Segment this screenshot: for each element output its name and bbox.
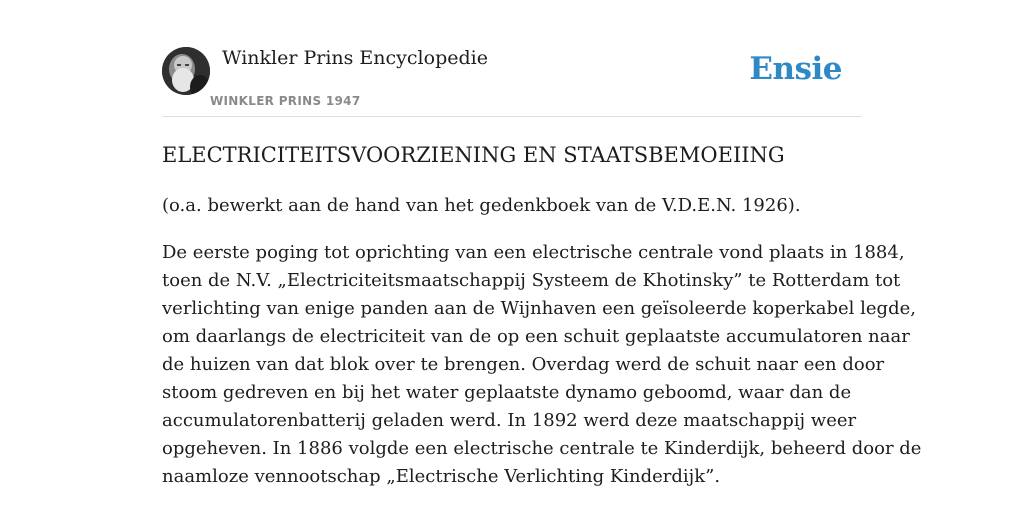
body-line: de huizen van dat blok over te brengen. Overdag werd de schuit naar een door	[162, 354, 885, 375]
body-line: om daarlangs de electriciteit van de op een schuit geplaatste accumulatoren naar	[162, 326, 910, 347]
body-line: De eerste poging tot oprichting van een electrische centrale vond plaats in 1884,	[162, 242, 905, 263]
body-line: naamloze vennootschap „Electrische Verlichting Kinderdijk”.	[162, 466, 721, 487]
body-line: stoom gedreven en bij het water geplaatste dynamo geboomd, waar dan de	[162, 382, 852, 403]
avatar[interactable]	[162, 47, 210, 95]
body-line: opgeheven. In 1886 volgde een electrische centrale te Kinderdijk, beheerd door de	[162, 438, 922, 459]
body-line: accumulatorenbatterij geladen werd. In 1892 werd deze maatschappij weer	[162, 410, 857, 431]
article-body	[162, 239, 922, 491]
edition-label[interactable]: WINKLER PRINS 1947	[210, 94, 361, 108]
brand-logo[interactable]: Ensie	[749, 51, 842, 87]
body-line: toen de N.V. „Electriciteitsmaatschappij Systeem de Khotinsky” te Rotterdam tot	[162, 270, 901, 291]
page	[162, 0, 922, 512]
portrait-photo-icon	[162, 47, 210, 95]
header	[162, 0, 862, 117]
body-line: verlichting van enige panden aan de Wijnhaven een geïsoleerde koperkabel legde,	[162, 298, 916, 319]
site-title[interactable]: Winkler Prins Encyclopedie	[222, 47, 488, 69]
article-subtitle: (o.a. bewerkt aan de hand van het gedenkboek van de V.D.E.N. 1926).	[162, 195, 801, 216]
article-title: ELECTRICITEITSVOORZIENING EN STAATSBEMOEIING	[162, 143, 785, 167]
